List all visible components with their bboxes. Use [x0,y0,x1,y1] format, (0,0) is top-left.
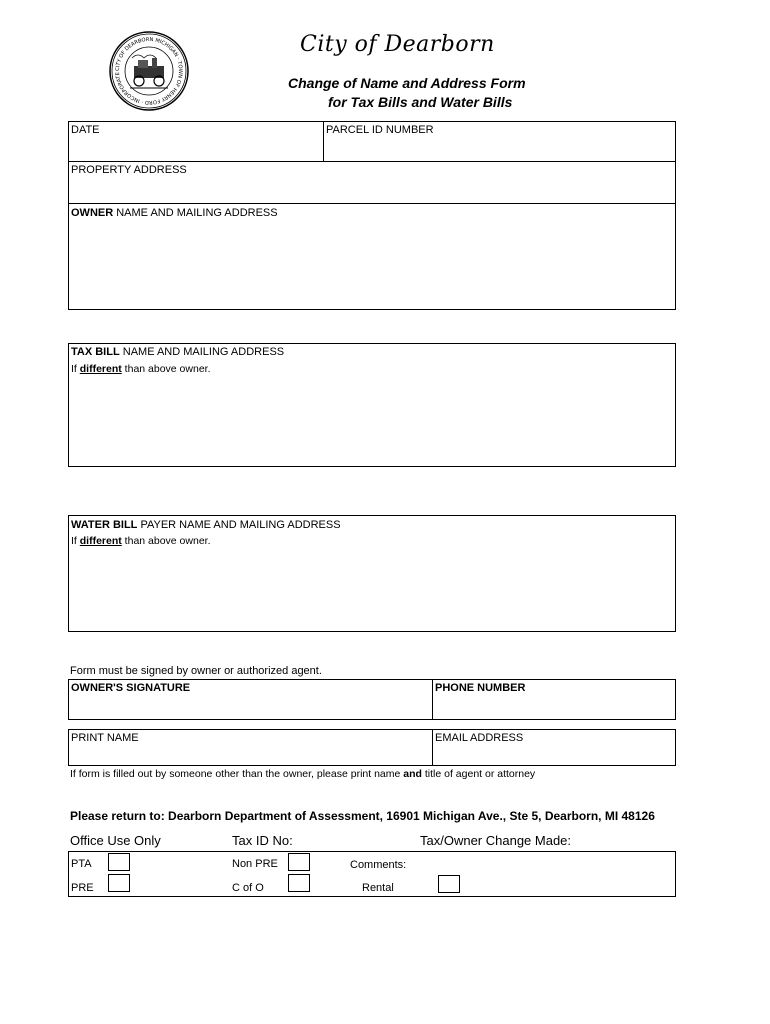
pre-checkbox[interactable] [108,874,130,892]
divider-row1 [68,161,676,162]
tax-bill-name-address-field[interactable] [70,380,676,468]
tax-id-label: Tax ID No: [232,833,293,848]
water-bill-label [71,519,341,532]
svg-text:CITY OF DEARBORN MICHIGAN · TO: CITY OF DEARBORN MICHIGAN · TOWN OF HENRY FORD · INCORPORATE [114,36,184,106]
form-title-line2: for Tax Bills and Water Bills [328,94,513,110]
email-address-label: EMAIL ADDRESS [435,732,524,744]
phone-number-text: PHONE NUMBER [435,682,526,694]
owner-label-rest: NAME AND MAILING ADDRESS [113,207,278,219]
water-bill-different-note [71,535,211,548]
water-if-suffix: than above owner. [121,535,211,547]
return-to-address: Please return to: Dearborn Department of Assessment, 16901 Michigan Ave., Ste 5, Dearborn, MI 48126 [70,809,655,823]
tax-if-prefix: If [71,363,80,375]
agent-note-and: and [403,768,422,780]
tax-if-different: different [79,363,122,375]
property-address-label: PROPERTY ADDRESS [71,164,187,176]
phone-number-field[interactable] [435,696,675,718]
non-pre-checkbox[interactable] [288,853,310,871]
tax-bill-label-rest: NAME AND MAILING ADDRESS [119,346,285,358]
tax-if-suffix: than above owner. [121,363,211,375]
form-title-line1: Change of Name and Address Form [288,75,526,91]
comments-label: Comments: [350,859,407,871]
water-bill-name-address-field[interactable] [70,552,676,632]
agent-note-b: title of agent or attorney [421,768,536,780]
pre-label: PRE [71,882,94,894]
parcel-id-label: PARCEL ID NUMBER [326,124,434,136]
tax-bill-different-note [71,363,211,376]
water-bill-label-bold: WATER BILL [71,519,138,531]
agent-note-a: If form is filled out by someone other than the owner, please print name [70,768,404,780]
water-bill-label-rest: PAYER NAME AND MAILING ADDRESS [137,519,341,531]
tax-bill-label-bold: TAX BILL [71,346,120,358]
date-label: DATE [71,124,100,136]
parcel-id-field[interactable] [326,138,676,160]
pta-checkbox[interactable] [108,853,130,871]
owner-label [71,207,278,220]
email-address-field[interactable] [435,745,675,765]
property-address-field[interactable] [70,178,676,202]
c-of-o-label: C of O [232,882,264,894]
divider-signature-phone [432,679,433,720]
print-name-field[interactable] [70,745,432,765]
water-if-prefix: If [71,535,80,547]
rental-label: Rental [362,882,394,894]
rental-checkbox[interactable] [438,875,460,893]
signature-note: Form must be signed by owner or authorized agent. [70,665,322,677]
owner-name-address-field[interactable] [70,222,676,310]
pta-label: PTA [71,858,92,870]
agent-note [70,768,535,781]
city-name: City of Dearborn [300,32,495,57]
print-name-label: PRINT NAME [71,732,139,744]
phone-number-label [435,682,525,695]
tax-bill-label [71,346,284,359]
owners-signature-text: OWNER'S SIGNATURE [71,682,191,694]
non-pre-label: Non PRE [232,858,278,870]
city-seal-logo [108,30,190,112]
owner-label-bold: OWNER [71,207,114,219]
owners-signature-label [71,682,190,695]
divider-row2 [68,203,676,204]
office-use-only-label: Office Use Only [70,833,161,848]
c-of-o-checkbox[interactable] [288,874,310,892]
owners-signature-field[interactable] [70,696,432,718]
water-if-different: different [79,535,122,547]
date-field[interactable] [70,138,324,160]
tax-owner-change-label: Tax/Owner Change Made: [420,833,572,848]
divider-name-email [432,729,433,766]
